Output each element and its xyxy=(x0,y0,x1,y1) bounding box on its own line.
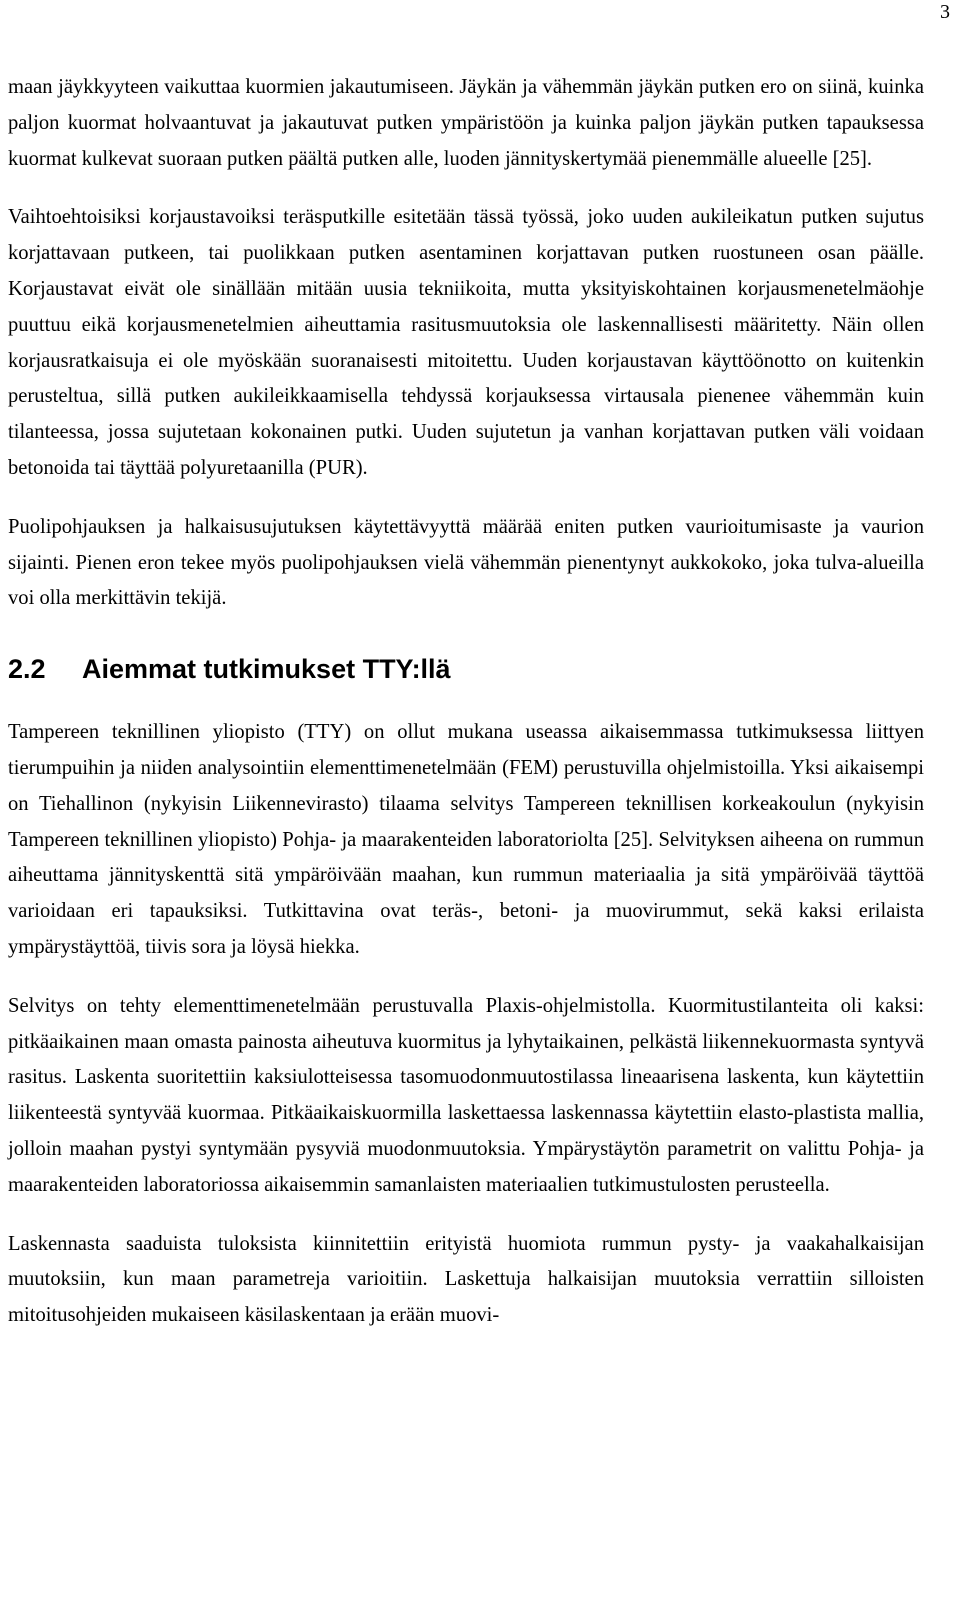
section-title: Aiemmat tutkimukset TTY:llä xyxy=(82,654,451,685)
document-body xyxy=(8,70,924,1357)
paragraph-tty-research: Tampereen teknillinen yliopisto (TTY) on ollut mukana useassa aikaisemmassa tutkimuksessa liittyen tierumpuihin ja niiden analysointiin elementtimenetelmään (FEM) perustuvilla ohjelmistoilla. Yksi aikaisempi on Tiehallinon (nykyisin Liikennevirasto) tilaama selvitys Tampereen teknillisen korkeakoulun (nykyisin Tampereen teknillinen yliopisto) Pohja- ja maarakenteiden laboratoriolta [25]. Selvityksen aiheena on rummun aiheuttama jännityskenttä sitä ympäröivään maahan, kun rummun materiaalia ja sitä ympäröivää täyttöä varioidaan eri tapauksiksi. Tutkittavina ovat teräs-, betoni- ja muovirummut, sekä kaksi erilaista ympärystäyttöä, tiivis sora ja löysä hiekka. xyxy=(8,721,924,958)
paragraph-plaxis-study: Selvitys on tehty elementtimenetelmään perustuvalla Plaxis-ohjelmistolla. Kuormitustilanteita oli kaksi: pitkäaikainen maan omasta painosta aiheutuva kuormitus ja lyhytaikainen, pelkästä liikennekuormasta syntyvä rasitus. Laskenta suoritettiin kaksiulotteisessa tasomuodonmuutostilassa lineaarisena laskenta, kun käytettiin liikenteestä syntyvää kuormaa. Pitkäaikaiskuormilla laskettaessa laskennassa käytettiin elasto-plastista mallia, jolloin maahan pystyi syntymään pysyviä muodonmuutoksia. Ympärystäytön parametrit on valittu Pohja- ja maarakenteiden laboratoriossa aikaisemmin samanlaisten materiaalien tutkimustulosten perusteella. xyxy=(8,994,924,1196)
section-heading xyxy=(8,653,924,685)
paragraph-results: Laskennasta saaduista tuloksista kiinnitettiin erityistä huomiota rummun pysty- ja vaakahalkaisijan muutoksiin, kun maan parametreja varioitiin. Laskettuja halkaisijan muutoksia verrattiin silloisten mitoitusohjeiden mukaiseen käsilaskentaan ja erään muovi- xyxy=(8,1232,924,1327)
paragraph-repair-methods: Vaihtoehtoisiksi korjaustavoiksi teräsputkille esitetään tässä työssä, joko uuden aukileikatun putken sujutus korjattavaan putkeen, tai puolikkaan putken asentaminen korjattavan putken ruostuneen osan päälle. Korjaustavat eivät ole sinällään mitään uusia tekniikoita, mutta yksityiskohtainen korjausmenetelmäohje puuttuu eikä korjausmenetelmien aiheuttamia rasitusmuutoksia ole laskennallisesti määritetty. Näin ollen korjausratkaisuja ei ole myöskään suoranaisesti mitoitettu. Uuden korjaustavan käyttöönotto on kuitenkin perusteltua, sillä putken aukileikkaamisella tehdyssä korjauksessa virtausala pienenee vähemmän kuin tilanteessa, jossa sujutetaan kokonainen putki. Uuden sujutetun ja vanhan korjattavan putken väli voidaan betonoida tai täyttää polyuretaanilla (PUR). xyxy=(8,206,924,479)
section-number: 2.2 xyxy=(8,654,46,685)
paragraph-stiffness: maan jäykkyyteen vaikuttaa kuormien jakautumiseen. Jäykän ja vähemmän jäykän putken ero on siinä, kuinka paljon kuormat holvaantuvat ja jakautuvat putken ympäristöön ja kuinka paljon jäykän putken tapauksessa kuormat kulkevat suoraan putken päältä putken alle, luoden jännityskertymää pienemmälle alueelle [25]. xyxy=(8,76,924,170)
paragraph-half-lining: Puolipohjauksen ja halkaisusujutuksen käytettävyyttä määrää eniten putken vaurioitumisaste ja vaurion sijainti. Pienen eron tekee myös puolipohjauksen vielä vähemmän pienentynyt aukkokoko, joka tulva-alueilla voi olla merkittävin tekijä. xyxy=(8,515,924,610)
page-number: 3 xyxy=(940,1,950,23)
